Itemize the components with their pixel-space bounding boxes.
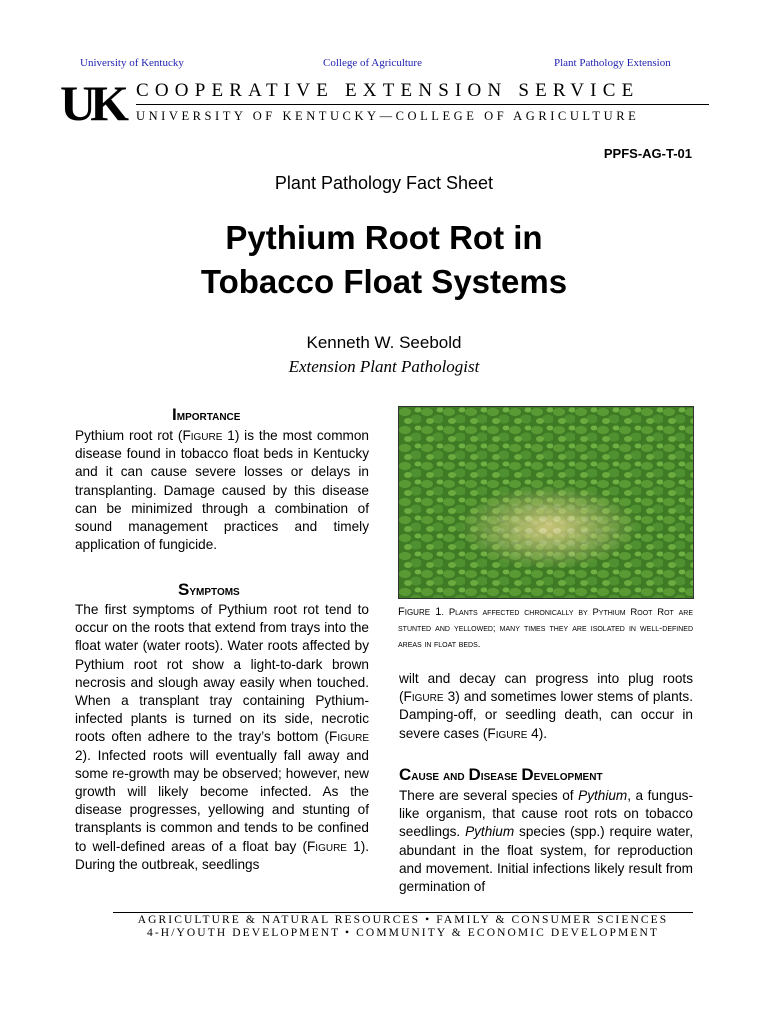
symptoms-paragraph: The first symptoms of Pythium root rot tend to occur on the roots that extend from trays into the float water (water roots). Water roots affected by Pythium root rot show a light-to-dark brown necrosis and slough away easily when touched. When a transplant tray containing Pythium-infected plants is turned on its side, necrotic roots often adhere to the tray’s bottom (Figure 2). Infected roots will eventually fall away and some re-growth may be observed; however, new growth will likely become infected. As the disease progresses, yellowing and stunting of transplants is common and tends to be confined to well-defined areas of a float bay (Figure 1). During the outbreak, seedlings [75, 602, 370, 872]
figure-1-caption: Figure 1. Plants affected chronically by Pythium Root Rot are stunted and yellowed; many times they are isolated in well-defined areas in float beds. [398, 606, 694, 650]
footer-line-1: AGRICULTURE & NATURAL RESOURCES • FAMILY & CONSUMER SCIENCES [137, 914, 669, 926]
link-college-of-agriculture[interactable]: College of Agriculture [323, 57, 422, 69]
uk-logo [60, 80, 132, 126]
university-line: UNIVERSITY OF KENTUCKY—COLLEGE OF AGRICULTURE [136, 109, 640, 123]
author-name: Kenneth W. Seebold [306, 333, 462, 352]
symptoms-heading: Symptoms [178, 580, 240, 599]
cause-paragraph: There are several species of Pythium, a fungus-like organism, that cause root rots on tobacco seedlings. Pythium species (spp.) require water, abundant in the float system, for reproduction and movement. Initial infections likely result from germination of [399, 788, 693, 895]
importance-heading: Importance [172, 405, 241, 424]
symptoms-continued-paragraph: wilt and decay can progress into plug roots (Figure 3) and sometimes lower stems of plants. Damping-off, or seedling death, can occur in severe cases (Figure 4). [399, 671, 693, 741]
title-line-1: Pythium Root Rot in [225, 219, 543, 256]
page-title [0, 216, 768, 304]
fact-sheet-label: Plant Pathology Fact Sheet [274, 173, 494, 193]
figure-1-photo [398, 406, 694, 599]
header-rule [136, 104, 709, 105]
uk-logo-text: UK [60, 80, 123, 126]
publication-code: PPFS-AG-T-01 [603, 146, 692, 161]
footer-line-2: 4-H/YOUTH DEVELOPMENT • COMMUNITY & ECONOMIC DEVELOPMENT [147, 927, 659, 939]
importance-paragraph: Pythium root rot (Figure 1) is the most common disease found in tobacco float beds in Kentucky and it can cause severe losses or delays in transplanting. Damage caused by this disease can be minimized through a combination of sound management practices and timely application of fungicide. [75, 428, 369, 553]
link-plant-pathology-extension[interactable]: Plant Pathology Extension [554, 57, 671, 69]
title-line-2: Tobacco Float Systems [200, 263, 568, 300]
link-university-of-kentucky[interactable]: University of Kentucky [80, 57, 184, 69]
cooperative-extension-service: COOPERATIVE EXTENSION SERVICE [136, 80, 640, 101]
footer-rule [113, 912, 693, 913]
cause-heading: Cause and Disease Development [399, 765, 603, 784]
author-role: Extension Plant Pathologist [288, 357, 480, 376]
